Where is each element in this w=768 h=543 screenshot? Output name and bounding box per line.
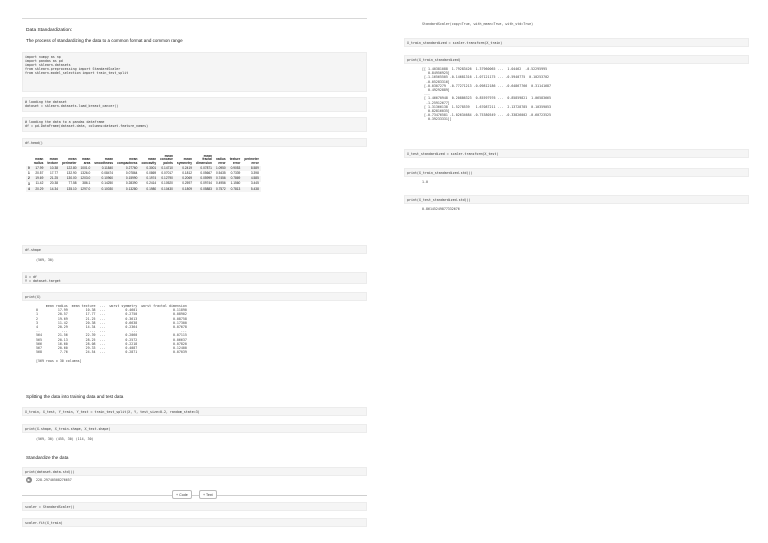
table-column-header: mean concave points (160, 153, 173, 165)
table-cell: 4.585 (242, 176, 261, 181)
table-cell: 10.38 (45, 166, 60, 171)
output-test-std: 0.86145249877332676 (422, 207, 460, 211)
table-cell: 3.445 (250, 181, 259, 186)
table-cell: 14.34 (45, 187, 60, 192)
output-print-train: [[ 1.40381088 1.79283426 1.37960065 ... 1.04462 -0.52295995 0.84956925] [-1.16565505 -0.14681316 -1.07121175 ... -0.5940775 0.10253702 -0.05283316] [-0.0307279 -0.77271213 -0.09812186 ... -0.64867766 0.31141687 0.49292889] ... [ 1.46670948 0.20886323 0.85597976 ... 0.85859821 1.06583665 -1.25912677] [ 1.31366138 1.5278539 1.67087211 ... 2.13728785 0.10359053 0.82816035] [-0.73476581 -1.02634684 -0.75380549 ... -0.33826002 -0.60723525 0.39233331]] (422, 67, 552, 122)
output-print-shape: (569, 30) (455, 30) (114, 30) (36, 437, 94, 441)
table-column-header: mean compactness (117, 157, 138, 165)
table-column-header: mean symmetry (176, 157, 192, 165)
table-column-header: mean smoothness (94, 157, 114, 165)
code-cell-scaler[interactable]: scaler = StandardScaler() (22, 502, 367, 511)
table-cell: 0.1974 (139, 176, 158, 181)
table-cell: 1001.0 (80, 165, 91, 170)
add-text-button[interactable]: + Text (199, 490, 217, 499)
table-column-header: mean concavity (141, 157, 157, 165)
top-divider (22, 18, 367, 19)
table-cell: 130.00 (60, 176, 79, 181)
table-cell: 0.10960 (92, 176, 115, 181)
output-train-std: 1.0 (422, 180, 428, 184)
table-cell: 3.398 (250, 170, 259, 175)
table-row-index: 0 (28, 165, 30, 170)
table-cell: 1297.0 (80, 186, 91, 191)
table-cell: 0.7456 (215, 176, 226, 181)
code-cell-imports[interactable]: import numpy as np import pandas as pd import sklearn.datasets from sklearn.preprocessing import StandardScaler from sklearn.model_selection import train_test_split (22, 52, 367, 92)
table-cell: 0.14250 (101, 181, 114, 186)
table-row (26, 187, 261, 192)
table-cell: 20.29 (32, 187, 46, 192)
table-cell: 0.13280 (115, 187, 139, 192)
code-cell-load-dataset[interactable]: # loading the dataset dataset = sklearn.datasets.load_breast_cancer() (22, 97, 367, 112)
table-column-header: mean perimeter (62, 157, 77, 165)
section-subtitle: The process of standardizing the data to a common format and common range (26, 38, 183, 43)
table-cell: 0.28390 (125, 181, 138, 186)
table-cell: 0.2419 (175, 166, 194, 171)
output-shape: (569, 30) (36, 258, 54, 262)
table-column-header: mean radius (33, 157, 44, 165)
split-section-title: Splitting the data into training data and test data (26, 394, 124, 399)
code-cell-split[interactable]: X_train, X_test, Y_train, Y_test = train_test_split(X, Y, test_size=0.2, random_state=3) (22, 407, 367, 416)
table-cell: 122.80 (60, 166, 79, 171)
code-cell-transform-train[interactable]: X_train_standardized = scaler.transform(X_train) (404, 38, 749, 47)
output-print-x: mean radius mean texture ... worst symmetry worst fractal dimension 0 17.99 10.38 ... 0.4601 0.11890 1 20.57 17.77 ... 0.2750 0.08902 2 19.69 21.25 ... 0.3613 0.08758 3 11.42 20.38 ... 0.6638 0.17300 4 20.29 14.34 ... 0.2364 0.07678 .. ... ... ... ... ... 564 21.56 22.39 ... 0.2060 0.07115 565 20.13 28.25 ... 0.2572 0.06637 566 16.60 28.08 ... 0.2218 0.07820 567 20.60 29.33 ... 0.4087 0.12400 568 7.76 24.54 ... 0.2871 0.07039 [569 rows x 30 columns] (36, 304, 187, 363)
table-cell: 135.10 (60, 187, 79, 192)
table-cell: 0.1809 (175, 187, 194, 192)
table-cell: 0.2069 (175, 176, 194, 181)
code-cell-fit[interactable]: scaler.fit(X_train) (22, 518, 367, 527)
code-cell-data-std[interactable]: print(dataset.data.std()) (22, 467, 367, 476)
table-cell: 1.1560 (230, 181, 241, 186)
table-cell: 0.1812 (182, 170, 192, 175)
table-cell: 0.5435 (215, 170, 226, 175)
cell-insert-divider (22, 495, 367, 496)
table-cell: 0.7813 (228, 187, 243, 192)
code-cell-head[interactable]: df.head() (22, 138, 367, 147)
table-cell: 0.05999 (194, 176, 214, 181)
table-cell: 0.7339 (230, 170, 241, 175)
table-cell: 77.58 (68, 181, 77, 186)
table-cell: 1326.0 (80, 170, 91, 175)
table-cell: 0.0869 (146, 170, 157, 175)
table-cell: 0.12790 (158, 176, 175, 181)
code-cell-transform-test[interactable]: X_test_standardized = scaler.transform(X_test) (404, 149, 749, 158)
table-cell: 0.11840 (92, 166, 115, 171)
table-cell: 0.3001 (139, 166, 158, 171)
dataframe-head-table (26, 154, 261, 192)
table-cell: 1203.0 (80, 176, 91, 181)
code-cell-train-std[interactable]: print(X_train_standardized.std()) (404, 168, 749, 177)
table-cell: 0.7869 (228, 176, 243, 181)
table-column-header: radius error (216, 157, 226, 165)
table-cell: 0.2597 (182, 181, 192, 186)
output-data-std: 228.29740508276657 (36, 478, 72, 482)
table-cell: 0.07864 (125, 170, 138, 175)
table-cell: 5.438 (242, 187, 261, 192)
table-row-index: 2 (28, 176, 30, 181)
table-row-index: 4 (28, 186, 30, 191)
table-cell: 0.14710 (158, 166, 175, 171)
table-cell: 386.1 (82, 181, 91, 186)
table-cell: 0.27760 (115, 166, 139, 171)
table-cell: 21.25 (45, 176, 60, 181)
table-cell: 0.9053 (228, 166, 243, 171)
table-column-header: perimeter error (244, 157, 259, 165)
table-cell: 0.10030 (92, 187, 115, 192)
code-cell-print-shape[interactable]: print(X.shape, X_train.shape, X_test.shape) (22, 424, 367, 433)
output-icon: ▶ (27, 478, 31, 482)
table-row-index: 1 (28, 171, 30, 176)
table-cell: 0.15990 (115, 176, 139, 181)
section-title: Data Standardization: (26, 28, 73, 33)
table-cell: 1.0950 (215, 165, 226, 170)
table-cell: 20.38 (50, 181, 58, 186)
code-cell-xy[interactable]: X = df Y = dataset.target (22, 272, 367, 284)
code-cell-print-train[interactable]: print(X_train_standardized) (404, 55, 749, 64)
table-row-index: 3 (28, 181, 30, 186)
table-cell: 0.2414 (146, 181, 157, 186)
code-cell-shape[interactable]: df.shape (22, 245, 367, 254)
table-cell: 0.07871 (194, 166, 214, 171)
table-cell: 0.4956 (215, 181, 226, 186)
code-cell-print-x[interactable]: print(X) (22, 292, 367, 301)
code-cell-test-std[interactable]: print(X_test_standardized.std()) (404, 195, 749, 204)
table-cell: 20.57 (35, 170, 44, 175)
table-column-header: mean fractal dimension (195, 153, 212, 165)
table-cell: 0.05667 (200, 170, 212, 175)
table-cell: 0.7572 (215, 186, 226, 191)
add-code-button[interactable]: + Code (172, 490, 192, 499)
table-cell: 0.05883 (194, 187, 214, 192)
table-cell: 0.10520 (161, 181, 173, 186)
output-scaler: StandardScaler(copy=True, with_mean=True, with_std=True) (422, 22, 534, 26)
table-cell: 0.1980 (139, 187, 158, 192)
table-column-header: mean texture (47, 157, 58, 165)
table-cell: 0.07017 (161, 170, 173, 175)
table-cell: 17.99 (32, 166, 46, 171)
table-column-header: mean area (81, 157, 91, 165)
table-cell: 132.90 (66, 170, 77, 175)
table-column-header: texture error (229, 157, 241, 165)
table-cell: 8.589 (242, 166, 261, 171)
code-cell-dataframe[interactable]: # loading the data to a pandas dataframe df = pd.DataFrame(dataset.data, columns=dataset.feature_names) (22, 117, 367, 132)
table-cell: 0.08474 (101, 170, 114, 175)
standardize-section-title: Standardize the data (26, 455, 69, 460)
table-cell: 19.69 (32, 176, 46, 181)
table-cell: 17.77 (50, 170, 58, 175)
table-cell: 0.09744 (200, 181, 212, 186)
table-cell: 11.42 (35, 181, 44, 186)
table-cell: 0.10430 (158, 187, 175, 192)
